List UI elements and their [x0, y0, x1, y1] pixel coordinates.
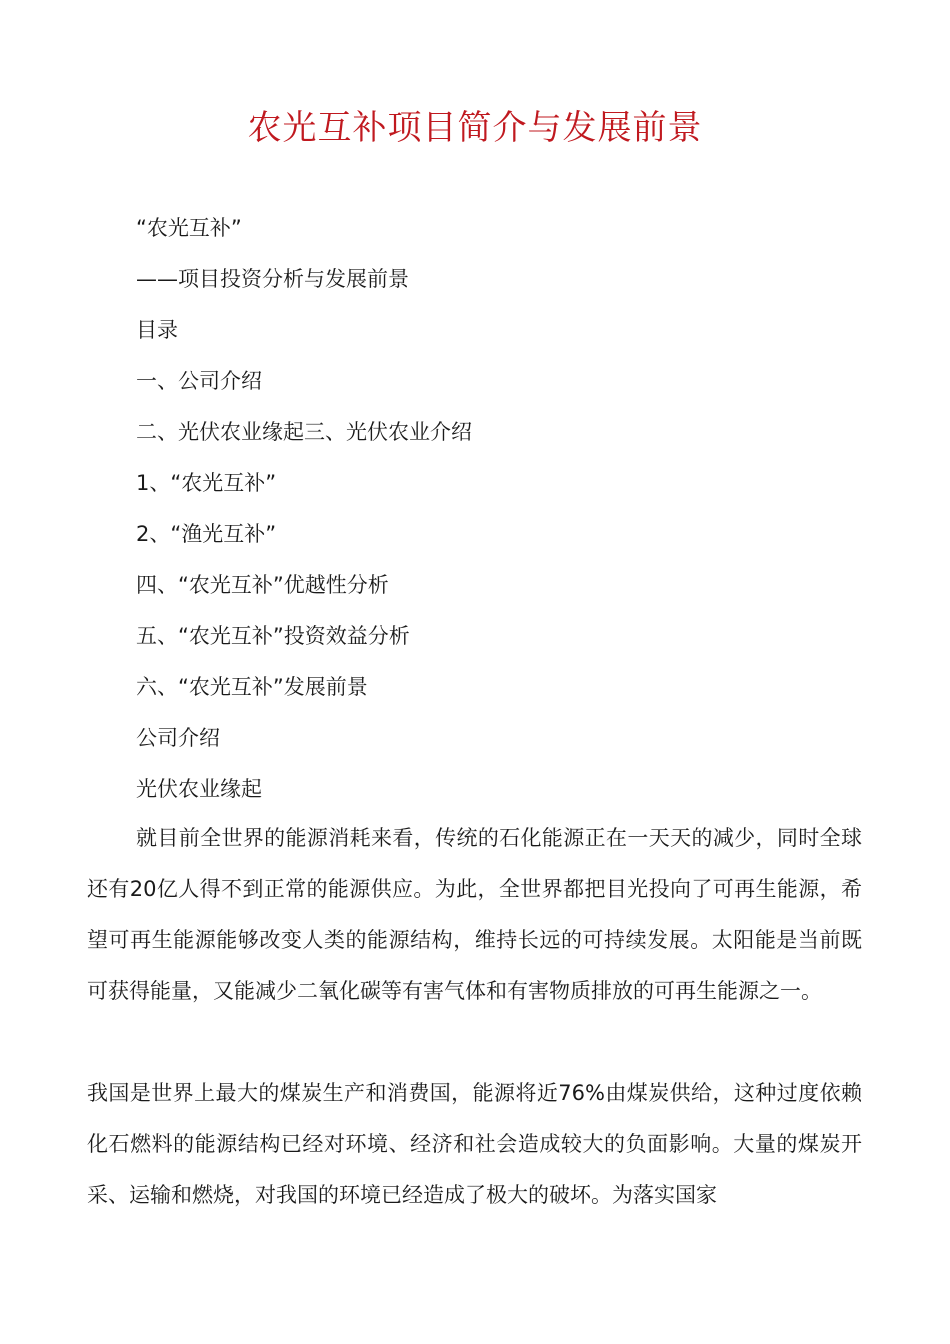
- body-paragraph: 我国是世界上最大的煤炭生产和消费国，能源将近76%由煤炭供给，这种过度依赖化石燃料的能源结构已经对环境、经济和社会造成较大的负面影响。大量的煤炭开采、运输和燃烧，对我国的环境已经造成了极大的破坏。为落实国家: [87, 1081, 862, 1207]
- toc-heading: 目录: [136, 318, 178, 342]
- toc-item: 1、“农光互补”: [136, 471, 277, 495]
- toc-item: 2、“渔光互补”: [136, 522, 277, 546]
- document-title: 农光互补项目简介与发展前景: [247, 108, 703, 148]
- subtitle-line: ——项目投资分析与发展前景: [136, 267, 409, 291]
- toc-item: 二、光伏农业缘起三、光伏农业介绍: [136, 420, 472, 444]
- subtitle-line: “农光互补”: [136, 216, 242, 240]
- table-of-contents: [136, 207, 876, 819]
- section-heading: 公司介绍: [136, 726, 220, 750]
- section-heading: 光伏农业缘起: [136, 777, 262, 801]
- toc-item: 五、“农光互补”投资效益分析: [136, 624, 410, 648]
- toc-item: 一、公司介绍: [136, 369, 262, 393]
- toc-item: 六、“农光互补”发展前景: [136, 675, 368, 699]
- body-paragraph: 就目前全世界的能源消耗来看，传统的石化能源正在一天天的减少，同时全球还有20亿人得不到正常的能源供应。为此，全世界都把目光投向了可再生能源，希望可再生能源能够改变人类的能源结构，维持长远的可持续发展。太阳能是当前既可获得能量，又能减少二氧化碳等有害气体和有害物质排放的可再生能源之一。: [87, 826, 862, 1003]
- toc-item: 四、“农光互补”优越性分析: [136, 573, 389, 597]
